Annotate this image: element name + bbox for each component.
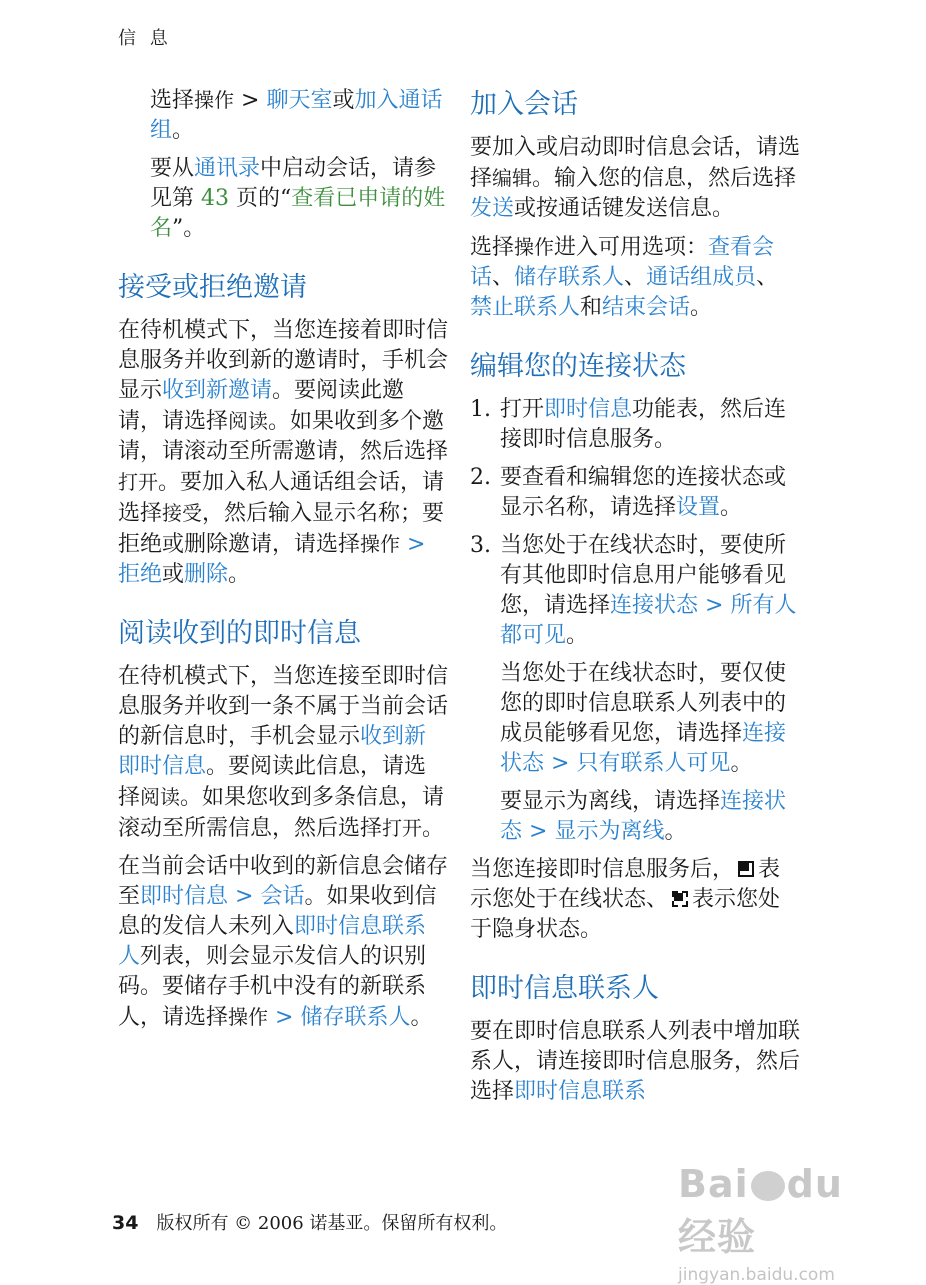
menu-link-join-group[interactable]: 加入通话组 bbox=[150, 88, 443, 143]
menu-term: 接受 bbox=[162, 501, 203, 525]
text: 。输入您的信息，然后选择 bbox=[532, 166, 797, 191]
list-item-text bbox=[500, 463, 800, 523]
list-item-text bbox=[500, 531, 800, 651]
text: 、 bbox=[756, 265, 779, 290]
text: 、 bbox=[624, 265, 647, 290]
watermark-text: du bbox=[786, 1162, 843, 1206]
text: > bbox=[698, 593, 731, 618]
text: 。如果您收到多条信息，请滚动至所需信息，然后选择 bbox=[118, 785, 445, 841]
menu-term: 操作 bbox=[194, 88, 235, 112]
text: 表示您处于在线状态、 bbox=[470, 857, 781, 912]
text: 。如果收到多个邀请，请滚动至所需邀请，然后选择 bbox=[118, 409, 449, 464]
text: > bbox=[522, 819, 555, 844]
heading-read-messages: 阅读收到的即时信息 bbox=[118, 618, 361, 649]
text: ，然后输入显示名称；要拒绝或删除邀请，请选择 bbox=[118, 501, 445, 557]
menu-term: 阅读 bbox=[228, 409, 269, 433]
list-item-text bbox=[500, 395, 800, 455]
paragraph-read-messages bbox=[118, 662, 448, 844]
watermark-logo bbox=[678, 1162, 868, 1261]
text: > bbox=[234, 88, 267, 113]
text: 或 bbox=[162, 562, 185, 587]
menu-term: 操作 bbox=[514, 235, 555, 259]
text: 、 bbox=[492, 265, 515, 290]
menu-link-im-contacts[interactable]: 即时信息联系 bbox=[514, 1079, 647, 1104]
text: > bbox=[228, 884, 261, 909]
text: 在当前会话中收到的新信息会储存至 bbox=[118, 854, 449, 909]
paragraph-choose-chatroom bbox=[118, 85, 448, 146]
text: 中启动会话，请参见第 bbox=[150, 156, 437, 211]
list-number: 1. bbox=[470, 397, 491, 422]
text: 在待机模式下，当您连接至即时信息服务并收到一条不属于当前会话的新信息时，手机会显示 bbox=[118, 664, 449, 749]
page-footer bbox=[112, 1209, 507, 1235]
text: 要显示为离线，请选择 bbox=[500, 789, 721, 814]
text: 选择 bbox=[150, 88, 195, 113]
text: 。 bbox=[664, 819, 687, 844]
text: 表示您处于隐身状态。 bbox=[470, 887, 781, 942]
hidden-status-icon bbox=[672, 891, 688, 907]
text: 。要阅读此信息，请选择 bbox=[118, 754, 427, 810]
text: 。 bbox=[410, 1005, 433, 1030]
menu-link-im[interactable]: 即时信息 bbox=[140, 884, 229, 909]
text: 要在即时信息联系人列表中增加联系人，请连接即时信息服务，然后选择 bbox=[470, 1019, 801, 1104]
menu-term: 操作 bbox=[228, 1005, 269, 1029]
menu-link-save-contact[interactable]: 储存联系人 bbox=[300, 1005, 411, 1030]
text: 。如果收到信息的发信人未列入 bbox=[118, 884, 437, 939]
text: 当您处于在线状态时，要使所有其他即时信息用户能够看见您，请选择 bbox=[500, 533, 787, 618]
baidu-watermark bbox=[678, 1162, 868, 1285]
menu-link-visible-to-all[interactable]: 所有人都可见 bbox=[500, 593, 797, 648]
menu-link-save-contact[interactable]: 储存联系人 bbox=[514, 265, 625, 290]
menu-link-contacts-only[interactable]: 只有联系人可见 bbox=[576, 751, 731, 776]
watermark-text: Bai bbox=[678, 1162, 749, 1206]
paragraph-status-icons bbox=[470, 855, 800, 945]
menu-link-im[interactable]: 即时信息 bbox=[544, 397, 633, 422]
menu-link-contacts[interactable]: 通讯录 bbox=[194, 156, 261, 181]
list-item bbox=[470, 395, 800, 455]
paragraph-add-contacts bbox=[470, 1017, 800, 1107]
text: 。要阅读此邀请，请选择 bbox=[118, 378, 405, 434]
text: 要查看和编辑您的连接状态或显示名称，请选择 bbox=[500, 465, 787, 520]
paragraph-invitations bbox=[118, 316, 448, 590]
text: 。 bbox=[422, 816, 445, 841]
text: 。 bbox=[720, 495, 743, 520]
paragraph-save-messages bbox=[118, 852, 448, 1033]
menu-link-delete[interactable]: 删除 bbox=[184, 562, 229, 587]
copyright-text: 版权所有 © 2006 诺基亚。保留所有权利。 bbox=[156, 1213, 508, 1234]
menu-term: 编辑 bbox=[492, 166, 533, 190]
heading-accept-reject: 接受或拒绝邀请 bbox=[118, 272, 307, 303]
menu-link-connection-status[interactable]: 连接状态 bbox=[610, 593, 699, 618]
list-item bbox=[470, 463, 800, 523]
text: 。 bbox=[172, 118, 195, 143]
text: > bbox=[544, 751, 577, 776]
text: > bbox=[268, 1005, 301, 1030]
page-ref-number[interactable]: 43 bbox=[201, 186, 229, 211]
menu-link-connection-status[interactable]: 连接状态 bbox=[500, 721, 787, 776]
online-status-icon bbox=[738, 861, 754, 877]
list-number: 3. bbox=[470, 533, 491, 558]
menu-link-im-contacts[interactable]: 即时信息联系人 bbox=[118, 914, 427, 969]
paragraph-join-conversation bbox=[470, 133, 800, 224]
section-header: 信 息 bbox=[118, 28, 172, 49]
text: 。 bbox=[566, 623, 589, 648]
page-number: 34 bbox=[112, 1212, 139, 1234]
heading-join-conversation: 加入会话 bbox=[470, 89, 578, 120]
paragraph-offline bbox=[470, 787, 800, 847]
menu-term: 打开 bbox=[118, 470, 158, 494]
paw-icon bbox=[751, 1171, 785, 1201]
page-ref-title[interactable]: 查看已申请的姓名 bbox=[150, 186, 446, 241]
left-column bbox=[118, 85, 448, 1041]
text: 选择 bbox=[470, 235, 515, 260]
text: 当您处于在线状态时，要仅使您的即时信息联系人列表中的成员能够看见您，请选择 bbox=[500, 661, 787, 746]
paragraph-contacts-start bbox=[118, 154, 448, 244]
text: 要从 bbox=[150, 156, 195, 181]
watermark-url: jingyan.baidu.com bbox=[678, 1265, 835, 1285]
text: 页的“ bbox=[229, 186, 292, 211]
text: 。 bbox=[690, 295, 713, 320]
watermark-text: 经验 bbox=[678, 1215, 757, 1259]
text: 进入可用选项： bbox=[554, 235, 709, 260]
menu-link-block-contact[interactable]: 禁止联系人 bbox=[470, 295, 581, 320]
text: 和 bbox=[580, 295, 603, 320]
menu-link-new-im[interactable]: 收到新即时信息 bbox=[118, 724, 427, 779]
menu-link-send[interactable]: 发送 bbox=[470, 196, 515, 221]
menu-link-reject[interactable]: 拒绝 bbox=[118, 562, 163, 587]
list-item bbox=[470, 531, 800, 651]
menu-term: 阅读 bbox=[140, 785, 181, 809]
list-number: 2. bbox=[470, 465, 491, 490]
text: > bbox=[400, 532, 426, 557]
text: 。要加入私人通话组会话，请选择 bbox=[118, 470, 445, 526]
menu-link-appear-offline[interactable]: 显示为离线 bbox=[554, 819, 665, 844]
menu-link-group-members[interactable]: 通话组成员 bbox=[646, 265, 757, 290]
text: ”。 bbox=[172, 216, 206, 241]
text: 功能表，然后连接即时信息服务。 bbox=[500, 397, 787, 452]
text: 或 bbox=[332, 88, 355, 113]
heading-im-contacts: 即时信息联系人 bbox=[470, 973, 659, 1004]
menu-link-view-conversation[interactable]: 查看会话 bbox=[470, 235, 775, 290]
text: 或按通话键发送信息。 bbox=[514, 196, 735, 221]
text: 列表，则会显示发信人的识别码。要储存手机中没有的新联系人，请选择 bbox=[118, 944, 427, 1030]
menu-link-settings[interactable]: 设置 bbox=[676, 495, 721, 520]
text: 在待机模式下，当您连接着即时信息服务并收到新的邀请时，手机会显示 bbox=[118, 318, 449, 403]
menu-term: 操作 bbox=[360, 532, 401, 556]
right-column bbox=[470, 85, 800, 1115]
menu-link-conversations[interactable]: 会话 bbox=[260, 884, 305, 909]
menu-link-connection-status[interactable]: 连接状态 bbox=[500, 789, 787, 844]
text: 。 bbox=[730, 751, 753, 776]
paragraph-options bbox=[470, 232, 800, 323]
menu-link-end-conversation[interactable]: 结束会话 bbox=[602, 295, 691, 320]
text: 要加入或启动即时信息会话，请选择 bbox=[470, 135, 801, 191]
menu-link-new-invitation[interactable]: 收到新邀请 bbox=[162, 378, 273, 403]
text: 当您连接即时信息服务后， bbox=[470, 857, 735, 882]
heading-edit-status: 编辑您的连接状态 bbox=[470, 351, 686, 382]
menu-link-chatroom[interactable]: 聊天室 bbox=[266, 88, 333, 113]
paragraph-contacts-only bbox=[470, 659, 800, 779]
text: 打开 bbox=[500, 397, 545, 422]
menu-term: 打开 bbox=[382, 816, 423, 840]
text: 。 bbox=[228, 562, 251, 587]
